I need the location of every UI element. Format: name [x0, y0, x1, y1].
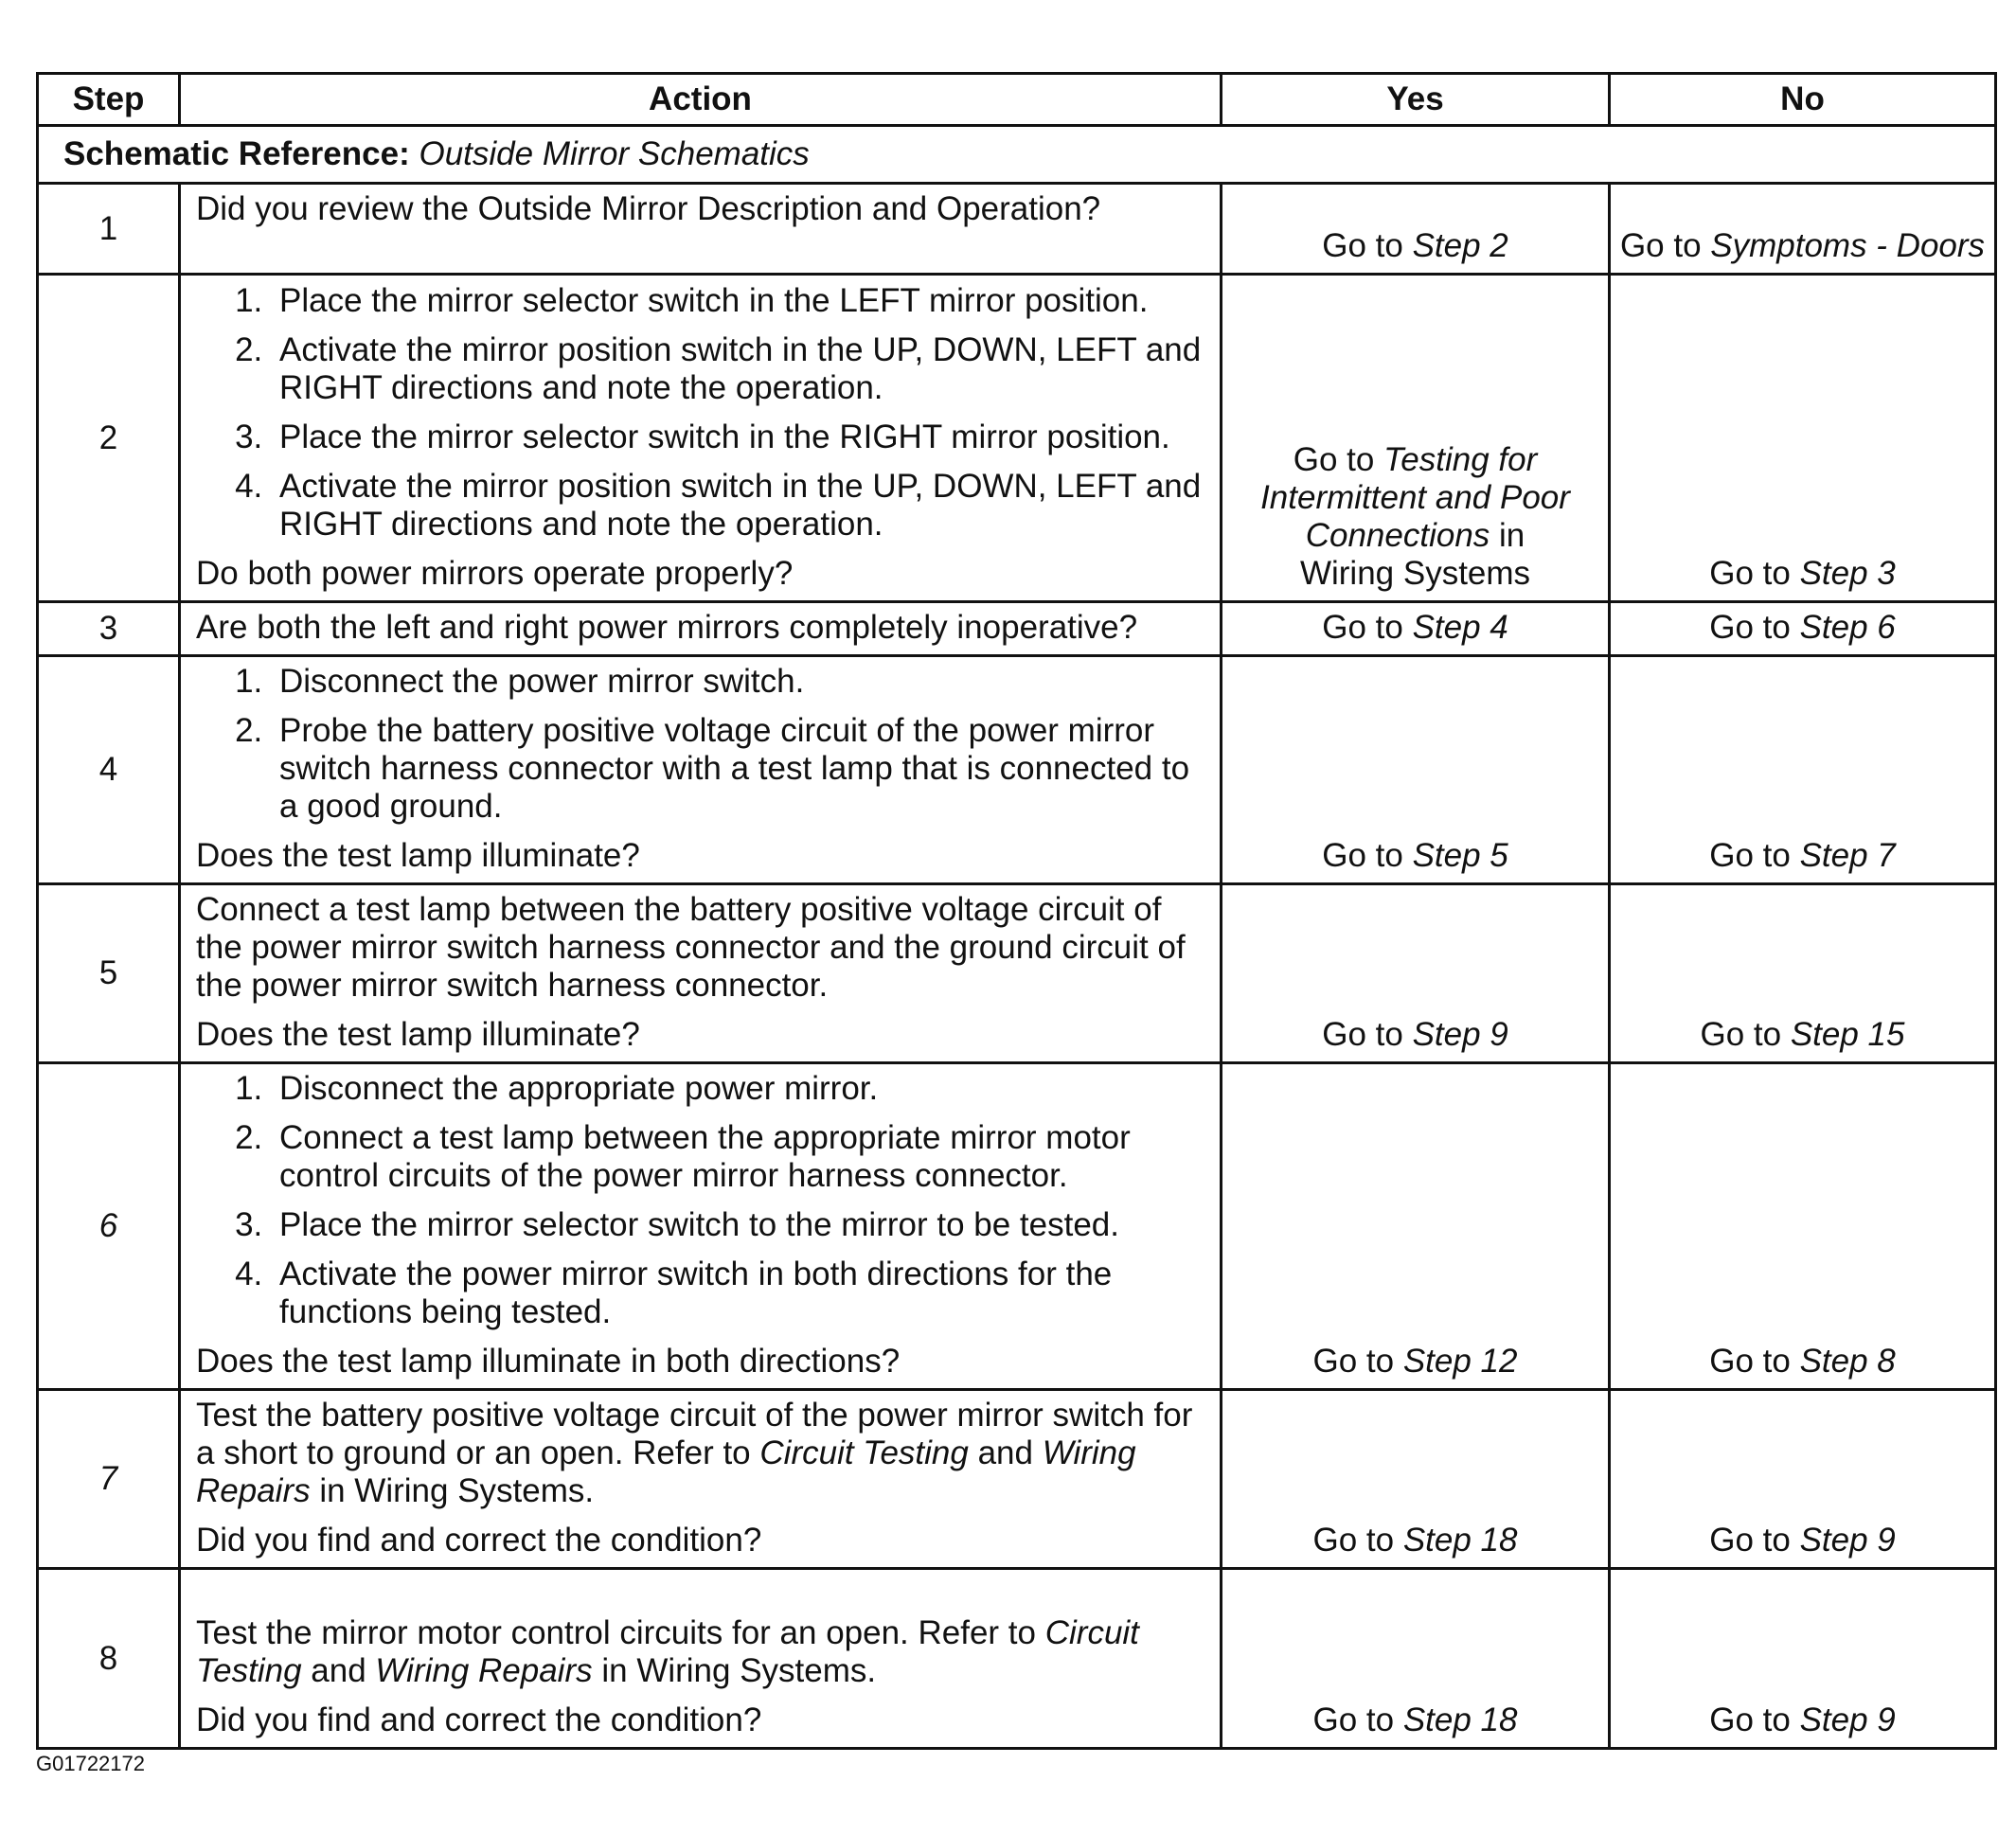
action-cell — [180, 184, 1222, 275]
no-link[interactable]: Step 7 — [1799, 837, 1896, 874]
header-yes: Yes — [1222, 74, 1610, 126]
step-number: 8 — [38, 1569, 180, 1749]
no-link[interactable]: Symptoms - Doors — [1710, 227, 1986, 264]
table-row — [38, 602, 1996, 656]
action-cell — [180, 884, 1222, 1063]
table-row — [38, 1569, 1996, 1749]
header-row — [38, 74, 1996, 126]
wiring-repairs-link[interactable]: Wiring Repairs — [196, 1434, 1136, 1509]
yes-prefix: Go to — [1312, 1522, 1403, 1559]
action-text: Connect a test lamp between the battery positive voltage circuit of the power mirror switch harness connector and the ground circuit of the power mirror switch harness connector. — [196, 891, 1186, 1004]
action-cell — [180, 602, 1222, 656]
list-item: 3. Place the mirror selector switch to the mirror to be tested. — [272, 1206, 1206, 1244]
action-text-part: in Wiring Systems. — [310, 1472, 595, 1509]
list-item: 3. Place the mirror selector switch in the RIGHT mirror position. — [272, 419, 1206, 456]
header-step: Step — [38, 74, 180, 126]
yes-link[interactable]: Step 5 — [1412, 837, 1508, 874]
list-item: 4. Activate the power mirror switch in both directions for the functions being tested. — [272, 1256, 1206, 1331]
list-item: 2. Probe the battery positive voltage circuit of the power mirror switch harness connector with a test lamp that is connected to a good ground. — [272, 712, 1206, 826]
table-row — [38, 1063, 1996, 1390]
action-text-part: Test the mirror motor control circuits for an open. Refer to — [196, 1614, 1045, 1651]
no-cell — [1610, 184, 1996, 275]
schematic-reference — [38, 126, 1996, 184]
action-question: Does the test lamp illuminate? — [196, 1016, 640, 1053]
no-prefix: Go to — [1619, 227, 1711, 264]
schematic-label: Schematic Reference: — [63, 135, 410, 172]
yes-cell — [1222, 184, 1610, 275]
step-number: 1 — [38, 184, 180, 275]
table-row — [38, 884, 1996, 1063]
no-cell — [1610, 602, 1996, 656]
yes-prefix: Go to — [1312, 1701, 1403, 1738]
action-steps-list — [196, 663, 1206, 826]
no-cell — [1610, 1063, 1996, 1390]
list-item: 1. Disconnect the appropriate power mirror. — [272, 1070, 1206, 1108]
no-prefix: Go to — [1709, 1343, 1800, 1380]
table-row — [38, 656, 1996, 884]
action-text — [196, 1397, 1206, 1510]
yes-link[interactable]: Testing for Intermittent and Poor Connections — [1260, 441, 1570, 554]
yes-suffix: in Wiring Systems — [1299, 517, 1531, 592]
no-prefix: Go to — [1709, 609, 1800, 646]
yes-prefix: Go to — [1322, 609, 1413, 646]
diagnostic-table — [36, 72, 1997, 1750]
no-prefix: Go to — [1709, 1701, 1800, 1738]
action-question: Did you find and correct the condition? — [196, 1522, 762, 1559]
yes-cell — [1222, 602, 1610, 656]
step-number: 6 — [38, 1063, 180, 1390]
yes-prefix: Go to — [1293, 441, 1384, 478]
yes-cell — [1222, 1390, 1610, 1569]
action-cell — [180, 1063, 1222, 1390]
no-cell — [1610, 1569, 1996, 1749]
no-prefix: Go to — [1709, 1522, 1800, 1559]
action-cell — [180, 275, 1222, 602]
action-steps-list — [196, 1070, 1206, 1331]
circuit-testing-link[interactable]: Circuit Testing — [196, 1614, 1139, 1689]
step-number: 7 — [38, 1390, 180, 1569]
step-number: 2 — [38, 275, 180, 602]
yes-link[interactable]: Step 12 — [1402, 1343, 1518, 1380]
action-question: Does the test lamp illuminate in both directions? — [196, 1343, 901, 1380]
step-number: 3 — [38, 602, 180, 656]
no-prefix: Go to — [1709, 555, 1800, 592]
yes-link[interactable]: Step 9 — [1412, 1016, 1508, 1053]
yes-prefix: Go to — [1322, 837, 1413, 874]
yes-link[interactable]: Step 4 — [1412, 609, 1508, 646]
yes-cell — [1222, 884, 1610, 1063]
no-link[interactable]: Step 9 — [1799, 1522, 1896, 1559]
yes-cell — [1222, 275, 1610, 602]
action-text-part: in Wiring Systems. — [592, 1652, 877, 1689]
schematic-link[interactable]: Outside Mirror Schematics — [419, 135, 810, 172]
action-text-part: and — [968, 1434, 1043, 1471]
yes-cell — [1222, 1063, 1610, 1390]
list-item: 1. Disconnect the power mirror switch. — [272, 663, 1206, 701]
list-item: 2. Activate the mirror position switch in the UP, DOWN, LEFT and RIGHT directions and note the operation. — [272, 331, 1206, 407]
action-steps-list — [196, 282, 1206, 543]
no-cell — [1610, 1390, 1996, 1569]
yes-prefix: Go to — [1322, 1016, 1413, 1053]
step-number: 4 — [38, 656, 180, 884]
no-prefix: Go to — [1709, 837, 1800, 874]
no-link[interactable]: Step 15 — [1790, 1016, 1905, 1053]
table-row — [38, 1390, 1996, 1569]
table-row — [38, 275, 1996, 602]
yes-prefix: Go to — [1312, 1343, 1403, 1380]
action-text-part: and — [301, 1652, 376, 1689]
figure-id: G01722172 — [36, 1752, 145, 1775]
table-row — [38, 184, 1996, 275]
action-text: Did you review the Outside Mirror Description and Operation? — [196, 190, 1101, 227]
yes-prefix: Go to — [1322, 227, 1413, 264]
action-cell — [180, 1569, 1222, 1749]
step-number: 5 — [38, 884, 180, 1063]
circuit-testing-link[interactable]: Circuit Testing — [759, 1434, 969, 1471]
wiring-repairs-link[interactable]: Wiring Repairs — [375, 1652, 593, 1689]
action-text: Are both the left and right power mirrors completely inoperative? — [196, 609, 1138, 646]
list-item: 1. Place the mirror selector switch in the LEFT mirror position. — [272, 282, 1206, 320]
list-item: 4. Activate the mirror position switch in the UP, DOWN, LEFT and RIGHT directions and note the operation. — [272, 468, 1206, 543]
list-item: 2. Connect a test lamp between the appropriate mirror motor control circuits of the power mirror harness connector. — [272, 1119, 1206, 1195]
action-cell — [180, 656, 1222, 884]
header-no: No — [1610, 74, 1996, 126]
yes-link[interactable]: Step 18 — [1402, 1701, 1518, 1738]
yes-link[interactable]: Step 18 — [1402, 1522, 1518, 1559]
yes-link[interactable]: Step 2 — [1412, 227, 1508, 264]
no-link[interactable]: Step 8 — [1799, 1343, 1896, 1380]
no-link[interactable]: Step 3 — [1799, 555, 1896, 592]
no-cell — [1610, 656, 1996, 884]
schematic-row — [38, 126, 1996, 184]
action-question: Did you find and correct the condition? — [196, 1701, 762, 1738]
action-question: Does the test lamp illuminate? — [196, 837, 640, 874]
header-action: Action — [180, 74, 1222, 126]
action-cell — [180, 1390, 1222, 1569]
action-text-part: Test the battery positive voltage circuit of the power mirror switch for a short to ground or an open. Refer to — [196, 1397, 1193, 1471]
yes-cell — [1222, 656, 1610, 884]
no-cell — [1610, 884, 1996, 1063]
no-link[interactable]: Step 6 — [1799, 609, 1896, 646]
yes-cell — [1222, 1569, 1610, 1749]
no-cell — [1610, 275, 1996, 602]
no-link[interactable]: Step 9 — [1799, 1701, 1896, 1738]
action-question: Do both power mirrors operate properly? — [196, 555, 794, 592]
no-prefix: Go to — [1700, 1016, 1791, 1053]
action-text — [196, 1614, 1206, 1690]
